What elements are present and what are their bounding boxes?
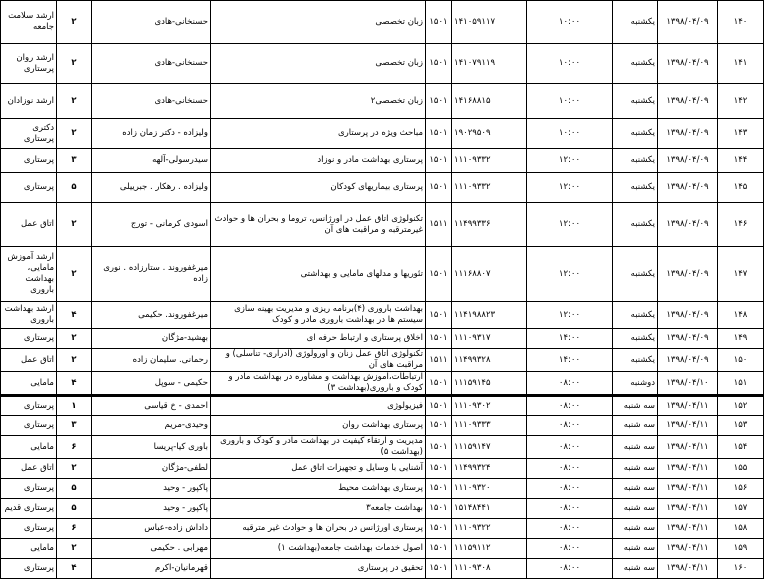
row-number: ۱۵۰ (718, 349, 764, 372)
exam-day: یکشنبه (613, 119, 658, 149)
course-name: زبان تخصصی۲ (211, 84, 426, 119)
unit-code: ۱۵۰۱ (426, 539, 452, 559)
exam-time: ۰۸:۰۰ (527, 479, 613, 499)
row-number: ۱۵۳ (718, 416, 764, 436)
course-code: ۱۱۱۵۹۱۱۲ (452, 539, 527, 559)
course-name: زبان تخصصی (211, 44, 426, 84)
exam-day: سه شنبه (613, 499, 658, 519)
table-row (1, 329, 764, 349)
credit-count: ۵ (57, 173, 92, 203)
row-number: ۱۴۱ (718, 44, 764, 84)
course-name: پرستاری اورژانس در بحران ها و حوادث غیر مترقبه (211, 519, 426, 539)
row-number: ۱۵۸ (718, 519, 764, 539)
exam-time: ۰۸:۰۰ (527, 499, 613, 519)
course-code: ۱۱۴۱۹۸۸۲۳ (452, 302, 527, 329)
unit-code: ۱۵۱۱ (426, 349, 452, 372)
instructor-name: لطفی-مژگان (92, 459, 211, 479)
course-name: بهداشت جامعه۳ (211, 499, 426, 519)
unit-code: ۱۵۰۱ (426, 436, 452, 459)
exam-date: ۱۳۹۸/۰۴/۰۹ (658, 349, 718, 372)
row-number: ۱۴۶ (718, 203, 764, 247)
exam-time: ۰۸:۰۰ (527, 416, 613, 436)
credit-count: ۲ (57, 44, 92, 84)
instructor-name: اسودی کرمانی - تورج (92, 203, 211, 247)
course-name: مدیریت و ارتقاء کیفیت در بهداشت مادر و کودک و باروری (بهداشت ۵) (211, 436, 426, 459)
exam-day: یکشنبه (613, 203, 658, 247)
course-code: ۱۱۴۹۹۳۳۶ (452, 203, 527, 247)
credit-count: ۲ (57, 459, 92, 479)
instructor-name: ولیزاده . رهکار . جبرییلی (92, 173, 211, 203)
course-code: ۱۱۱۰۹۳۰۸ (452, 559, 527, 579)
row-number: ۱۵۴ (718, 436, 764, 459)
credit-count: ۲ (57, 203, 92, 247)
exam-time: ۱۰:۰۰ (527, 84, 613, 119)
course-name: پرستاری بهداشت محیط (211, 479, 426, 499)
instructor-name: مهرابی . حکیمی (92, 539, 211, 559)
exam-date: ۱۳۹۸/۰۴/۰۹ (658, 1, 718, 44)
course-code: ۱۱۱۰۹۳۳۳ (452, 416, 527, 436)
row-number: ۱۶۰ (718, 559, 764, 579)
exam-day: سه شنبه (613, 416, 658, 436)
row-number: ۱۵۹ (718, 539, 764, 559)
field-of-study: ارشد سلامت جامعه (1, 1, 57, 44)
course-name: پرستاری بهداشت روان (211, 416, 426, 436)
instructor-name: ولیزاده - دکتر زمان زاده (92, 119, 211, 149)
exam-day: یکشنبه (613, 84, 658, 119)
table-row (1, 1, 764, 44)
course-name: پرستاری بهداشت مادر و نوزاد (211, 149, 426, 173)
table-row (1, 459, 764, 479)
unit-code: ۱۵۰۱ (426, 396, 452, 416)
exam-day: یکشنبه (613, 44, 658, 84)
course-name: تکنولوژی اتاق عمل زنان و اورولوژی (ادراری- تناسلی) و مراقبت های آن (211, 349, 426, 372)
course-name: ارتباطات،آموزش بهداشت و مشاوره در بهداشت مادر و کودک و باروری(بهداشت ۳) (211, 372, 426, 396)
exam-day: یکشنبه (613, 247, 658, 302)
credit-count: ۲ (57, 247, 92, 302)
unit-code: ۱۵۰۱ (426, 149, 452, 173)
table-row (1, 559, 764, 579)
unit-code: ۱۵۰۱ (426, 173, 452, 203)
credit-count: ۲ (57, 539, 92, 559)
credit-count: ۴ (57, 302, 92, 329)
course-code: ۱۱۱۰۹۳۳۲ (452, 173, 527, 203)
exam-date: ۱۳۹۸/۰۴/۰۹ (658, 44, 718, 84)
credit-count: ۶ (57, 519, 92, 539)
unit-code: ۱۵۰۱ (426, 119, 452, 149)
exam-date: ۱۳۹۸/۰۴/۰۹ (658, 329, 718, 349)
instructor-name: وحیدی-مریم (92, 416, 211, 436)
course-name: تحقیق در پرستاری (211, 559, 426, 579)
table-row (1, 203, 764, 247)
instructor-name: داداش زاده-عباس (92, 519, 211, 539)
unit-code: ۱۵۰۱ (426, 479, 452, 499)
exam-date: ۱۳۹۸/۰۴/۱۱ (658, 436, 718, 459)
table-row (1, 479, 764, 499)
field-of-study: ارشد نوزادان (1, 84, 57, 119)
unit-code: ۱۵۰۱ (426, 519, 452, 539)
course-code: ۱۱۱۶۸۸۰۷ (452, 247, 527, 302)
exam-day: دوشنبه (613, 372, 658, 396)
exam-day: یکشنبه (613, 302, 658, 329)
exam-time: ۱۰:۰۰ (527, 1, 613, 44)
course-name: مباحث ویژه در پرستاری (211, 119, 426, 149)
exam-date: ۱۳۹۸/۰۴/۱۱ (658, 396, 718, 416)
course-code: ۱۱۱۰۹۳۳۲ (452, 149, 527, 173)
exam-day: سه شنبه (613, 519, 658, 539)
exam-date: ۱۳۹۸/۰۴/۱۱ (658, 519, 718, 539)
credit-count: ۴ (57, 372, 92, 396)
exam-day: یکشنبه (613, 149, 658, 173)
table-row (1, 416, 764, 436)
table-row (1, 84, 764, 119)
exam-date: ۱۳۹۸/۰۴/۱۱ (658, 416, 718, 436)
instructor-name: میرغفوروند . ستارزاده . نوری زاده (92, 247, 211, 302)
unit-code: ۱۵۰۱ (426, 459, 452, 479)
exam-day: یکشنبه (613, 329, 658, 349)
exam-date: ۱۳۹۸/۰۴/۰۹ (658, 302, 718, 329)
row-number: ۱۴۹ (718, 329, 764, 349)
exam-time: ۰۸:۰۰ (527, 539, 613, 559)
course-name: اصول خدمات بهداشت جامعه(بهداشت ۱) (211, 539, 426, 559)
exam-day: سه شنبه (613, 479, 658, 499)
table-row (1, 396, 764, 416)
exam-day: سه شنبه (613, 436, 658, 459)
exam-date: ۱۳۹۸/۰۴/۱۱ (658, 499, 718, 519)
row-number: ۱۵۷ (718, 499, 764, 519)
exam-day: سه شنبه (613, 539, 658, 559)
exam-date: ۱۳۹۸/۰۴/۰۹ (658, 247, 718, 302)
instructor-name: احمدی - خ قیاسی (92, 396, 211, 416)
field-of-study: اتاق عمل (1, 203, 57, 247)
unit-code: ۱۵۰۱ (426, 302, 452, 329)
field-of-study: ارشد روان پرستاری (1, 44, 57, 84)
course-code: ۱۴۱۶۸۸۱۵ (452, 84, 527, 119)
course-name: فیزیولوژی (211, 396, 426, 416)
exam-time: ۱۲:۰۰ (527, 173, 613, 203)
field-of-study: پرستاری (1, 416, 57, 436)
exam-time: ۰۸:۰۰ (527, 372, 613, 396)
course-name: زبان تخصصی (211, 1, 426, 44)
row-number: ۱۵۶ (718, 479, 764, 499)
field-of-study: اتاق عمل (1, 459, 57, 479)
table-row (1, 539, 764, 559)
row-number: ۱۴۲ (718, 84, 764, 119)
table-row (1, 436, 764, 459)
credit-count: ۲ (57, 84, 92, 119)
credit-count: ۳ (57, 149, 92, 173)
table-row (1, 519, 764, 539)
exam-date: ۱۳۹۸/۰۴/۰۹ (658, 84, 718, 119)
row-number: ۱۴۷ (718, 247, 764, 302)
exam-date: ۱۳۹۸/۰۴/۱۱ (658, 479, 718, 499)
course-name: بهداشت باروری (۴)برنامه ریزی و مدیریت بهینه سازی سیستم ها در بهداشت باروری مادر و کودک (211, 302, 426, 329)
exam-time: ۰۸:۰۰ (527, 436, 613, 459)
row-number: ۱۵۲ (718, 396, 764, 416)
course-code: ۱۱۱۵۹۱۴۷ (452, 436, 527, 459)
exam-date: ۱۳۹۸/۰۴/۱۱ (658, 539, 718, 559)
exam-time: ۱۴:۰۰ (527, 329, 613, 349)
credit-count: ۵ (57, 499, 92, 519)
field-of-study: پرستاری (1, 519, 57, 539)
field-of-study: پرستاری (1, 329, 57, 349)
instructor-name: پاکپور - وحید (92, 499, 211, 519)
exam-date: ۱۳۹۸/۰۴/۱۱ (658, 459, 718, 479)
row-number: ۱۵۱ (718, 372, 764, 396)
row-number: ۱۴۸ (718, 302, 764, 329)
field-of-study: اتاق عمل (1, 349, 57, 372)
table-row (1, 119, 764, 149)
exam-date: ۱۳۹۸/۰۴/۰۹ (658, 149, 718, 173)
unit-code: ۱۵۰۱ (426, 44, 452, 84)
exam-time: ۱۲:۰۰ (527, 149, 613, 173)
course-code: ۱۴۱۰۷۹۱۱۹ (452, 44, 527, 84)
field-of-study: مامایی (1, 436, 57, 459)
field-of-study: پرستاری (1, 559, 57, 579)
exam-time: ۱۲:۰۰ (527, 247, 613, 302)
exam-day: یکشنبه (613, 1, 658, 44)
unit-code: ۱۵۰۱ (426, 247, 452, 302)
table-row (1, 349, 764, 372)
credit-count: ۲ (57, 329, 92, 349)
field-of-study: پرستاری قدیم (1, 499, 57, 519)
course-name: آشنایی با وسایل و تجهیزات اتاق عمل (211, 459, 426, 479)
instructor-name: حسنخانی-هادی (92, 84, 211, 119)
instructor-name: قهرمانیان-اکرم (92, 559, 211, 579)
table-row (1, 149, 764, 173)
field-of-study: ارشد آموزش مامایی، بهداشت باروری (1, 247, 57, 302)
field-of-study: ارشد بهداشت باروری (1, 302, 57, 329)
course-code: ۱۱۴۹۹۳۲۸ (452, 349, 527, 372)
table-row (1, 372, 764, 396)
course-code: ۱۱۱۰۹۳۱۷ (452, 329, 527, 349)
table-row (1, 173, 764, 203)
credit-count: ۲ (57, 1, 92, 44)
table-row (1, 44, 764, 84)
row-number: ۱۴۳ (718, 119, 764, 149)
course-code: ۱۱۴۹۹۳۲۴ (452, 459, 527, 479)
table-row (1, 247, 764, 302)
course-name: تئوریها و مدلهای مامایی و بهداشتی (211, 247, 426, 302)
table-body (1, 1, 764, 579)
exam-date: ۱۳۹۸/۰۴/۰۹ (658, 173, 718, 203)
credit-count: ۶ (57, 436, 92, 459)
exam-day: سه شنبه (613, 559, 658, 579)
unit-code: ۱۵۰۱ (426, 84, 452, 119)
exam-day: یکشنبه (613, 173, 658, 203)
unit-code: ۱۵۰۱ (426, 499, 452, 519)
exam-date: ۱۳۹۸/۰۴/۱۱ (658, 559, 718, 579)
course-code: ۱۱۱۰۹۳۲۰ (452, 479, 527, 499)
instructor-name: پاکپور - وحید (92, 479, 211, 499)
exam-date: ۱۳۹۸/۰۴/۰۹ (658, 119, 718, 149)
unit-code: ۱۵۰۱ (426, 372, 452, 396)
row-number: ۱۴۵ (718, 173, 764, 203)
exam-time: ۰۸:۰۰ (527, 559, 613, 579)
field-of-study: مامایی (1, 539, 57, 559)
exam-time: ۱۴:۰۰ (527, 349, 613, 372)
course-code: ۱۱۱۵۹۱۴۵ (452, 372, 527, 396)
credit-count: ۲ (57, 119, 92, 149)
field-of-study: دکتری پرستاری (1, 119, 57, 149)
row-number: ۱۴۴ (718, 149, 764, 173)
table-row (1, 499, 764, 519)
exam-time: ۱۰:۰۰ (527, 44, 613, 84)
instructor-name: رحمانی. سلیمان زاده (92, 349, 211, 372)
exam-day: سه شنبه (613, 459, 658, 479)
field-of-study: پرستاری (1, 479, 57, 499)
exam-day: سه شنبه (613, 396, 658, 416)
credit-count: ۴ (57, 559, 92, 579)
row-number: ۱۵۵ (718, 459, 764, 479)
field-of-study: پرستاری (1, 149, 57, 173)
exam-time: ۰۸:۰۰ (527, 519, 613, 539)
instructor-name: باوری کیا-پریسا (92, 436, 211, 459)
instructor-name: حسنخانی-هادی (92, 1, 211, 44)
unit-code: ۱۵۰۱ (426, 329, 452, 349)
course-code: ۱۴۱۰۵۹۱۱۷ (452, 1, 527, 44)
course-code: ۱۹۰۲۹۵۰۹ (452, 119, 527, 149)
exam-day: یکشنبه (613, 349, 658, 372)
course-code: ۱۱۱۰۹۳۲۲ (452, 519, 527, 539)
instructor-name: سیدرسولی-آلهه (92, 149, 211, 173)
course-code: ۱۱۱۰۹۳۰۲ (452, 396, 527, 416)
instructor-name: حسنخانی-هادی (92, 44, 211, 84)
exam-time: ۰۸:۰۰ (527, 396, 613, 416)
field-of-study: مامایی (1, 372, 57, 396)
row-number: ۱۴۰ (718, 1, 764, 44)
exam-time: ۱۲:۰۰ (527, 302, 613, 329)
course-name: اخلاق پرستاری و ارتباط حرفه ای (211, 329, 426, 349)
course-name: پرستاری بیماریهای کودکان (211, 173, 426, 203)
unit-code: ۱۵۰۱ (426, 416, 452, 436)
instructor-name: حکیمی - سوپل (92, 372, 211, 396)
credit-count: ۲ (57, 349, 92, 372)
unit-code: ۱۵۰۱ (426, 559, 452, 579)
exam-time: ۰۸:۰۰ (527, 459, 613, 479)
course-name: تکنولوژی اتاق عمل در اورژانس، تروما و بحران ها و حوادث غیرمترقبه و مراقبت های آن (211, 203, 426, 247)
course-code: ۱۵۱۴۸۴۴۱ (452, 499, 527, 519)
table-row (1, 302, 764, 329)
field-of-study: پرستاری (1, 396, 57, 416)
exam-date: ۱۳۹۸/۰۴/۱۰ (658, 372, 718, 396)
unit-code: ۱۵۱۱ (426, 203, 452, 247)
field-of-study: پرستاری (1, 173, 57, 203)
exam-time: ۱۲:۰۰ (527, 203, 613, 247)
instructor-name: میرغفوروند. حکیمی (92, 302, 211, 329)
exam-time: ۱۰:۰۰ (527, 119, 613, 149)
credit-count: ۵ (57, 479, 92, 499)
credit-count: ۱ (57, 396, 92, 416)
unit-code: ۱۵۰۱ (426, 1, 452, 44)
exam-date: ۱۳۹۸/۰۴/۰۹ (658, 203, 718, 247)
instructor-name: بهشید-مژگان (92, 329, 211, 349)
credit-count: ۳ (57, 416, 92, 436)
